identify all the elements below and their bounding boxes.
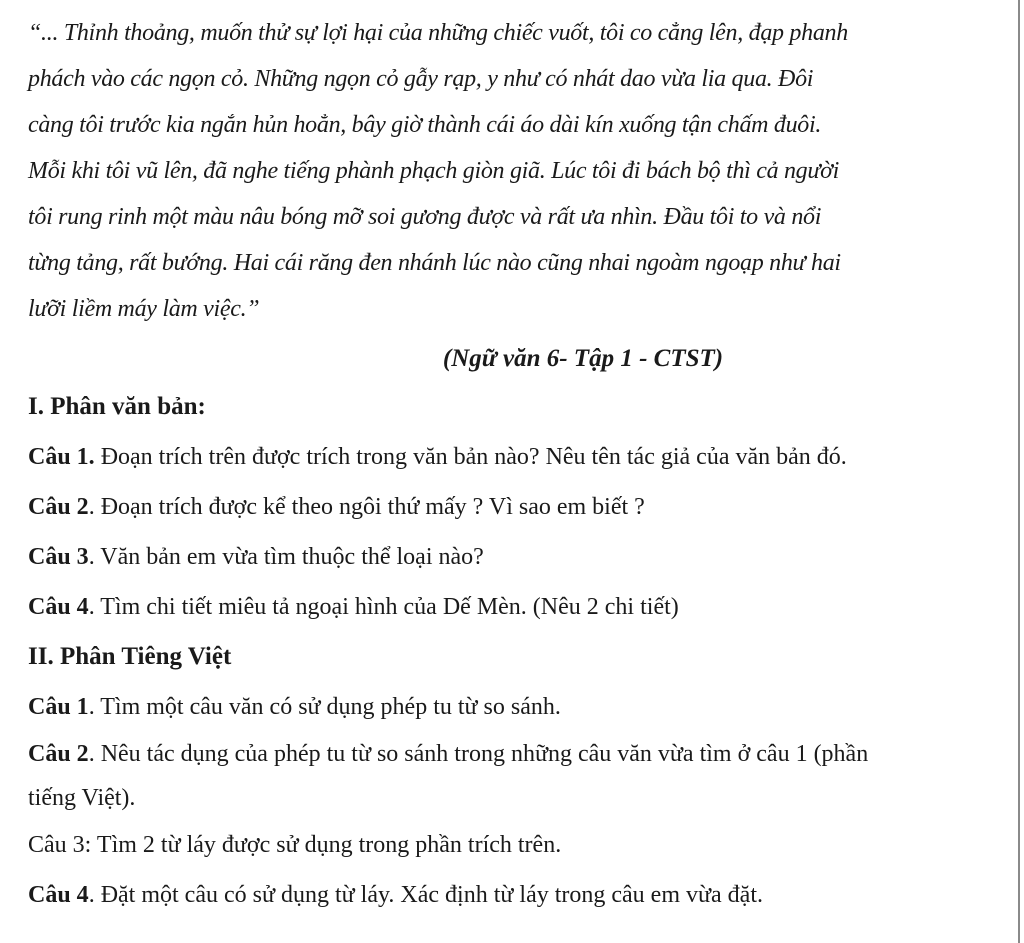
question-item: [28, 732, 988, 820]
question-text: . Nêu tác dụng của phép tu từ so sánh trong những câu văn vừa tìm ở câu 1 (phần: [88, 741, 869, 767]
question-line: [28, 732, 988, 776]
question-text: . Đoạn trích được kể theo ngôi thứ mấy ? Vì sao em biết ?: [88, 494, 645, 520]
question-text-continued: tiếng Việt).: [28, 785, 136, 811]
question-item: [28, 820, 988, 870]
excerpt-passage: [28, 10, 988, 332]
question-number: Câu 1.: [28, 444, 95, 470]
section-heading-vietnamese: II. Phân Tiêng Việt: [28, 643, 232, 670]
question-number: Câu 4: [28, 882, 89, 908]
question-text: . Đặt một câu có sử dụng từ láy. Xác định từ láy trong câu em vừa đặt.: [88, 882, 763, 908]
question-item: [28, 532, 988, 582]
document-page: [28, 10, 988, 920]
question-number: Câu 3: [28, 544, 89, 570]
question-text: . Tìm chi tiết miêu tả ngoại hình của Dế Mèn. (Nêu 2 chi tiết): [88, 594, 679, 620]
question-item: [28, 582, 988, 632]
excerpt-line: tôi rung rinh một màu nâu bóng mỡ soi gương được và rất ưa nhìn. Đầu tôi to và nổi: [28, 204, 822, 230]
excerpt-line: phách vào các ngọn cỏ. Những ngọn cỏ gẫy rạp, y như có nhát dao vừa lia qua. Đôi: [28, 66, 814, 92]
question-number: Câu 1: [28, 694, 89, 720]
question-item: [28, 482, 988, 532]
question-text: : Tìm 2 từ láy được sử dụng trong phần trích trên.: [84, 832, 562, 858]
question-number: Câu 3: [28, 832, 85, 858]
excerpt-line: càng tôi trước kia ngắn hủn hoẳn, bây giờ thành cái áo dài kín xuống tận chấm đuôi.: [28, 112, 822, 138]
excerpt-line: “... Thỉnh thoảng, muốn thử sự lợi hại của những chiếc vuốt, tôi co cẳng lên, đạp phanh: [28, 20, 848, 46]
question-text: . Văn bản em vừa tìm thuộc thể loại nào?: [88, 544, 484, 570]
question-number: Câu 2: [28, 494, 89, 520]
excerpt-line: lưỡi liềm máy làm việc.”: [28, 296, 260, 322]
question-item: [28, 682, 988, 732]
excerpt-line: Mỗi khi tôi vũ lên, đã nghe tiếng phành phạch giòn giã. Lúc tôi đi bách bộ thì cả người: [28, 158, 840, 184]
question-text: . Tìm một câu văn có sử dụng phép tu từ so sánh.: [88, 694, 561, 720]
question-item: [28, 870, 988, 920]
excerpt-line: từng tảng, rất bướng. Hai cái răng đen nhánh lúc nào cũng nhai ngoàm ngoạp như hai: [28, 250, 841, 276]
question-number: Câu 2: [28, 741, 89, 767]
page-border-line: [1018, 0, 1020, 943]
question-text: Đoạn trích trên được trích trong văn bản nào? Nêu tên tác giả của văn bản đó.: [94, 444, 847, 470]
question-number: Câu 4: [28, 594, 89, 620]
excerpt-source: (Ngữ văn 6- Tập 1 - CTST): [442, 345, 724, 372]
section-heading-text-analysis: I. Phân văn bản:: [28, 393, 206, 420]
question-item: [28, 432, 988, 482]
